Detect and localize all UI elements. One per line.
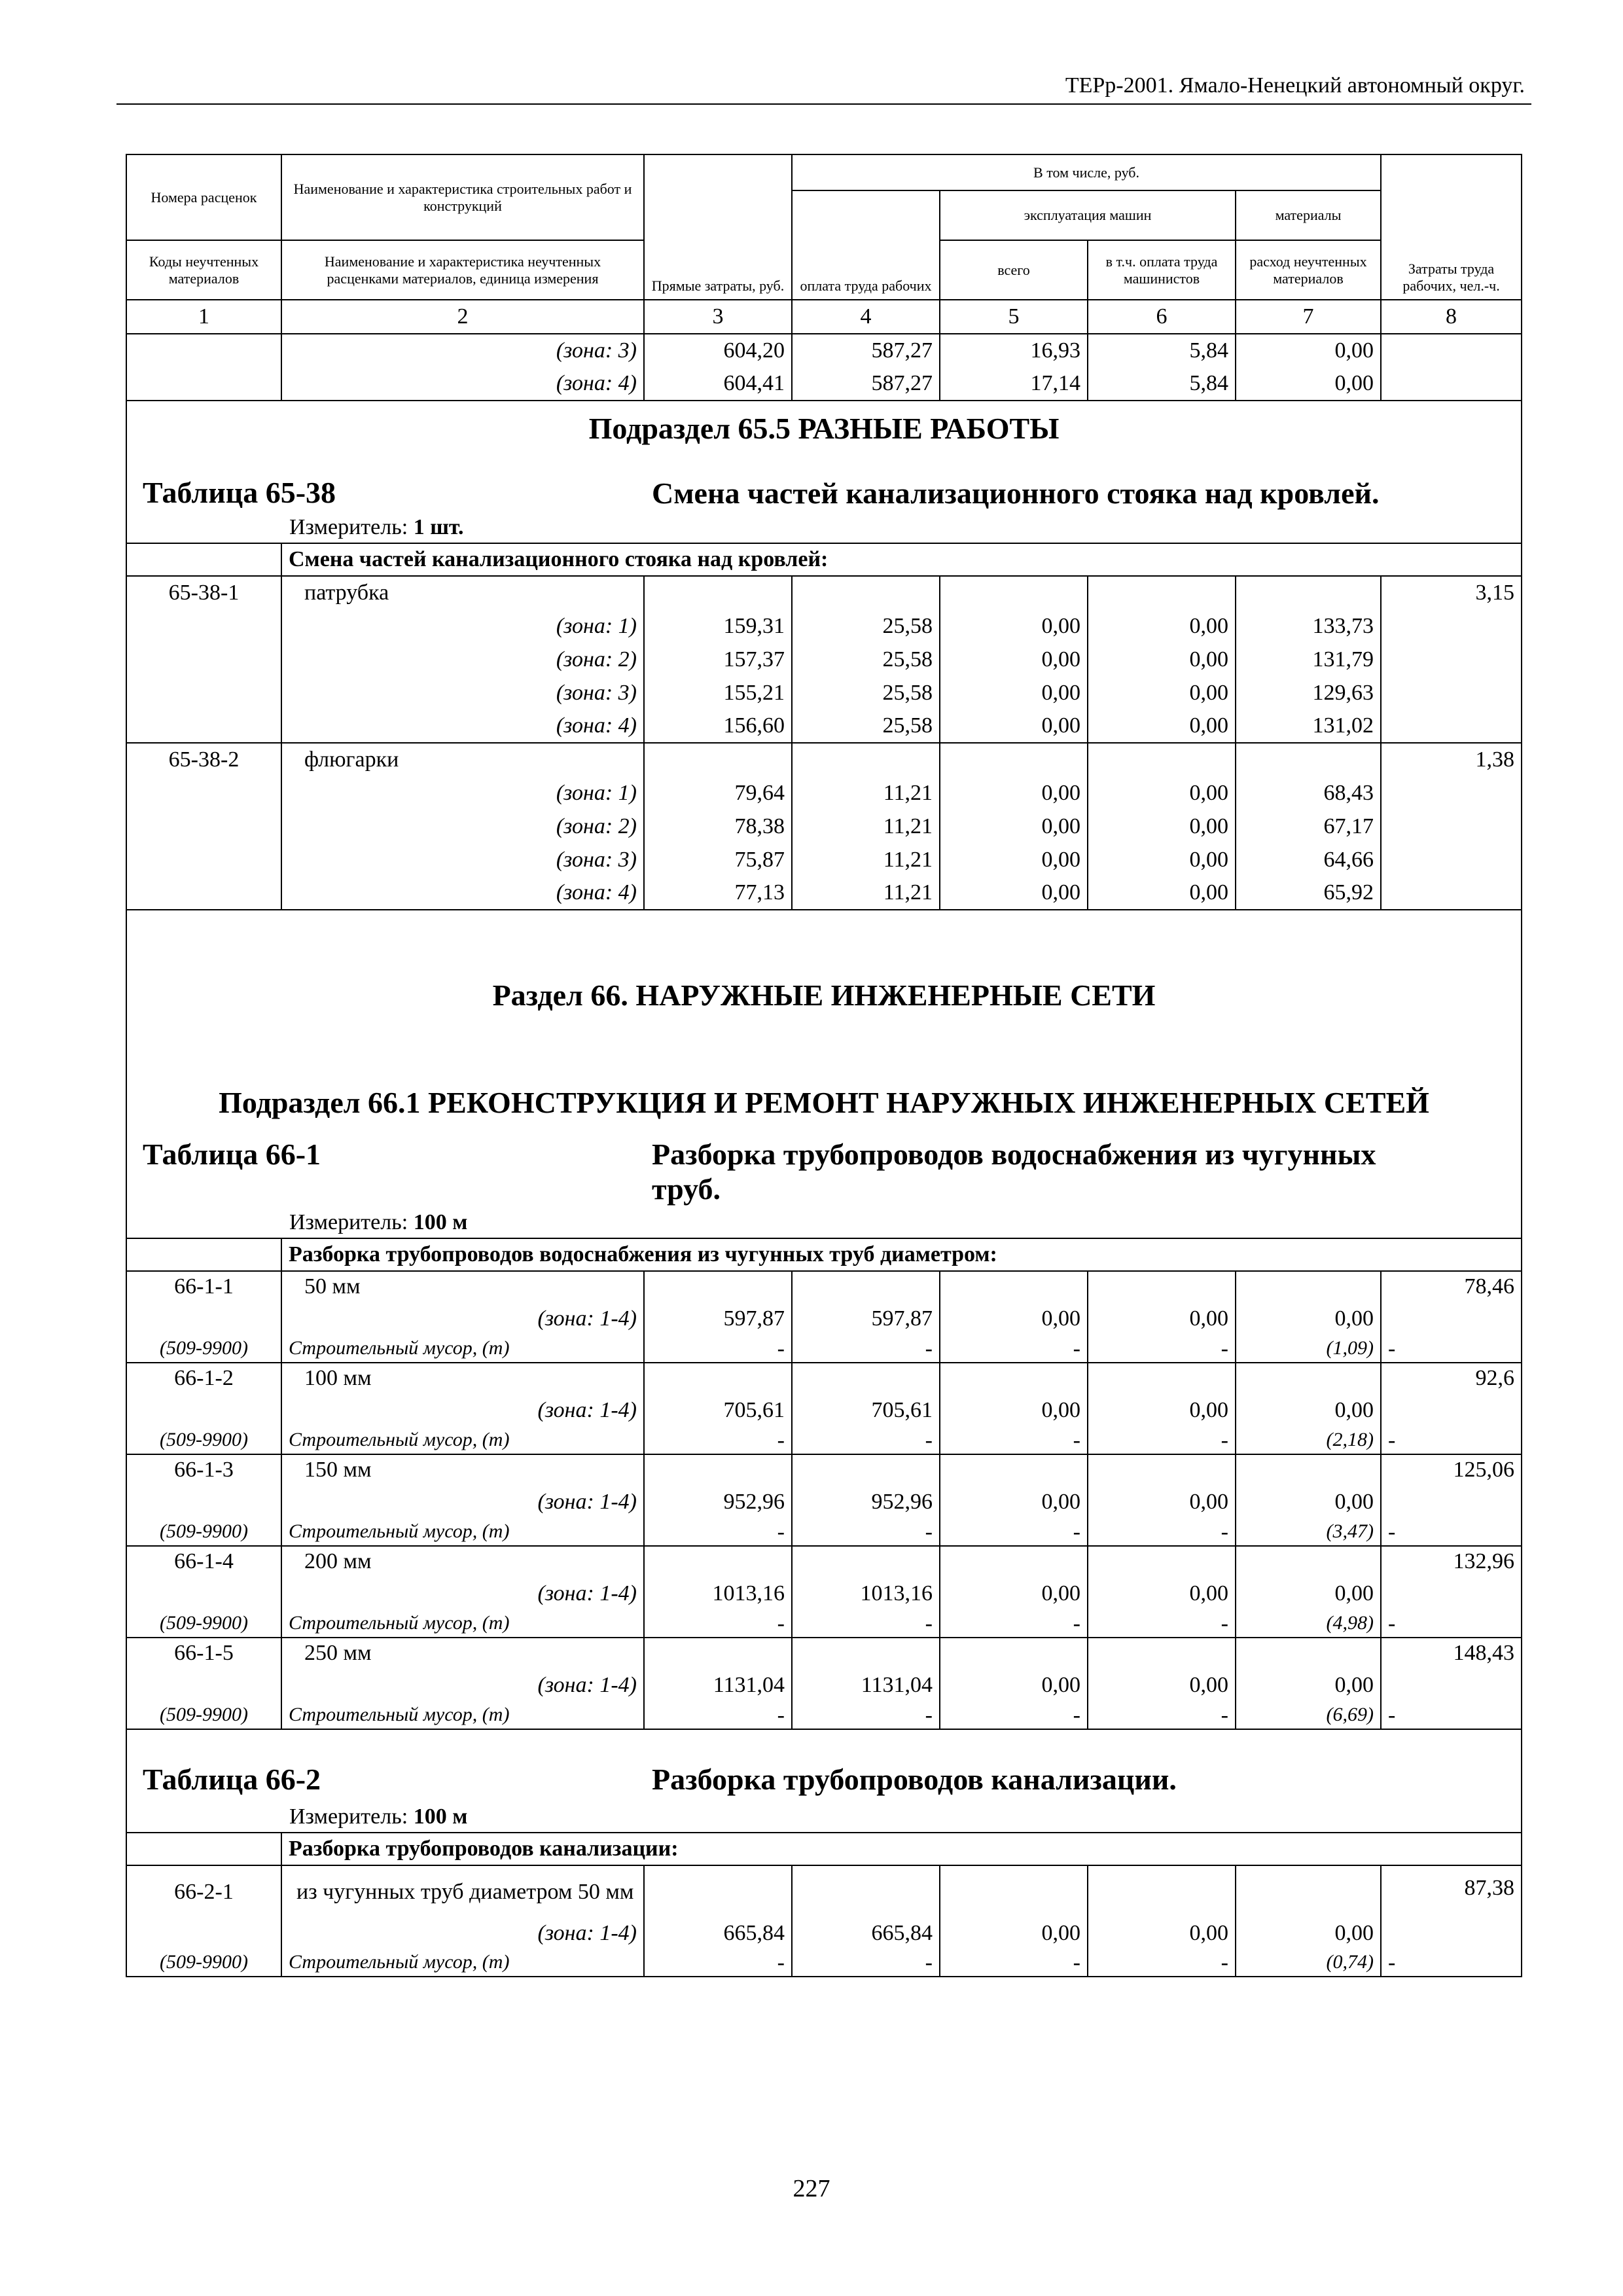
cell-labor-pay: 11,21 xyxy=(792,876,940,910)
labor-cost: 87,38 xyxy=(1381,1865,1522,1918)
dash-cell: - xyxy=(644,1427,792,1454)
cell-materials: 0,00 xyxy=(1236,1668,1381,1702)
cell-direct-cost: 1131,04 xyxy=(644,1668,792,1702)
rate-name: 250 мм xyxy=(281,1638,644,1668)
measure-label: Измеритель: xyxy=(289,1210,408,1234)
material-code: (509-9900) xyxy=(126,1335,281,1363)
dash-cell: - xyxy=(1088,1702,1236,1729)
dash-cell: - xyxy=(940,1949,1088,1977)
cell-machinists: 0,00 xyxy=(1088,609,1236,643)
page-number: 227 xyxy=(793,2175,830,2202)
cell-labor-pay: 665,84 xyxy=(792,1918,940,1949)
rate-name: из чугунных труб диаметром 50 мм xyxy=(281,1865,644,1918)
table-row xyxy=(126,776,1522,810)
rate-code: 66-2-1 xyxy=(126,1865,281,1918)
cell-machines: 0,00 xyxy=(940,676,1088,709)
table-row xyxy=(126,1363,1522,1393)
rate-name: патрубка xyxy=(281,576,644,609)
table-description: Смена частей канализационного стояка над кровлей. xyxy=(652,476,1380,511)
cell-direct-cost: 1013,16 xyxy=(644,1577,792,1610)
rate-code: 66-1-5 xyxy=(126,1638,281,1668)
cell-machines: 17,14 xyxy=(940,367,1088,401)
head-col4: оплата труда рабочих xyxy=(792,190,940,300)
rate-code: 65-38-2 xyxy=(126,743,281,776)
cell-machinists: 0,00 xyxy=(1088,643,1236,676)
table-row xyxy=(126,1577,1522,1610)
table-row xyxy=(126,676,1522,709)
zone-label: (зона: 1) xyxy=(281,609,644,643)
cell-machines: 0,00 xyxy=(940,609,1088,643)
head-num: 6 xyxy=(1088,300,1236,334)
table-65-38 xyxy=(126,401,1522,910)
dash-cell: - xyxy=(1088,1610,1236,1638)
rate-code: 65-38-1 xyxy=(126,576,281,609)
cell-labor-pay: 25,58 xyxy=(792,709,940,743)
cell-labor-pay: 11,21 xyxy=(792,810,940,843)
table-number: Таблица 66-1 xyxy=(143,1138,321,1171)
rate-code: 66-1-3 xyxy=(126,1454,281,1485)
cell-machines: 0,00 xyxy=(940,1485,1088,1518)
cell-machines: 0,00 xyxy=(940,876,1088,910)
cell-machinists: 0,00 xyxy=(1088,1485,1236,1518)
cell-machines: 0,00 xyxy=(940,776,1088,810)
cell-machinists: 5,84 xyxy=(1088,367,1236,401)
cell-labor-pay: 705,61 xyxy=(792,1393,940,1427)
table-title-row xyxy=(126,476,1522,512)
zone-label: (зона: 4) xyxy=(281,709,644,743)
cell-machinists: 0,00 xyxy=(1088,843,1236,876)
material-code: (509-9900) xyxy=(126,1949,281,1977)
cell-direct-cost: 159,31 xyxy=(644,609,792,643)
cell-direct-cost: 604,20 xyxy=(644,334,792,367)
material-name: Строительный мусор, (т) xyxy=(281,1702,644,1729)
zone-label: (зона: 2) xyxy=(281,643,644,676)
material-row xyxy=(126,1335,1522,1363)
dash-cell: - xyxy=(792,1335,940,1363)
labor-cost: 78,46 xyxy=(1381,1271,1522,1302)
dash-cell: - xyxy=(940,1518,1088,1546)
dash-cell: - xyxy=(940,1427,1088,1454)
table-row xyxy=(126,1668,1522,1702)
rate-name: 200 мм xyxy=(281,1546,644,1577)
rate-name: 100 мм xyxy=(281,1363,644,1393)
rate-code: 66-1-4 xyxy=(126,1546,281,1577)
cell-machines: 0,00 xyxy=(940,709,1088,743)
labor-cost: 148,43 xyxy=(1381,1638,1522,1668)
material-row xyxy=(126,1610,1522,1638)
dash-cell: - xyxy=(1381,1949,1522,1977)
subsection-title: Подраздел 66.1 РЕКОНСТРУКЦИЯ И РЕМОНТ НАРУЖНЫХ ИНЖЕНЕРНЫХ СЕТЕЙ xyxy=(126,1022,1522,1128)
zone-label: (зона: 2) xyxy=(281,810,644,843)
group-label: Разборка трубопроводов канализации: xyxy=(281,1833,1522,1865)
dash-cell: - xyxy=(1381,1518,1522,1546)
cell-materials: 0,00 xyxy=(1236,1485,1381,1518)
cell-materials: 0,00 xyxy=(1236,1918,1381,1949)
table-number: Таблица 66-2 xyxy=(143,1762,321,1796)
cell-materials: 65,92 xyxy=(1236,876,1381,910)
cell-machines: 0,00 xyxy=(940,843,1088,876)
cell-machinists: 0,00 xyxy=(1088,1668,1236,1702)
zone-label: (зона: 3) xyxy=(281,334,644,367)
cell-materials: 133,73 xyxy=(1236,609,1381,643)
table-head xyxy=(126,154,1522,334)
head-num: 1 xyxy=(126,300,281,334)
labor-cost: 3,15 xyxy=(1381,576,1522,609)
head-num: 5 xyxy=(940,300,1088,334)
measure-label: Измеритель: xyxy=(289,1804,408,1829)
dash-cell: - xyxy=(644,1610,792,1638)
material-qty: (3,47) xyxy=(1236,1518,1381,1546)
cell-materials: 131,02 xyxy=(1236,709,1381,743)
head-col1-bottom: Коды неучтенных материалов xyxy=(126,240,281,300)
table-row xyxy=(126,609,1522,643)
cell-direct-cost: 155,21 xyxy=(644,676,792,709)
table-row xyxy=(126,1485,1522,1518)
table-row xyxy=(126,334,1522,367)
labor-cost: 92,6 xyxy=(1381,1363,1522,1393)
table-66-2 xyxy=(126,1729,1522,1977)
dash-cell: - xyxy=(940,1610,1088,1638)
cell-labor-pay: 587,27 xyxy=(792,334,940,367)
cell-labor-pay: 1013,16 xyxy=(792,1577,940,1610)
labor-cost: 132,96 xyxy=(1381,1546,1522,1577)
page-header xyxy=(116,64,1531,105)
cell-labor-pay: 25,58 xyxy=(792,609,940,643)
material-row xyxy=(126,1702,1522,1729)
cell-labor-pay: 1131,04 xyxy=(792,1668,940,1702)
table-row xyxy=(126,843,1522,876)
table-row xyxy=(126,1393,1522,1427)
cell-materials: 0,00 xyxy=(1236,1302,1381,1335)
cell-direct-cost: 952,96 xyxy=(644,1485,792,1518)
dash-cell: - xyxy=(644,1335,792,1363)
table-row xyxy=(126,743,1522,776)
group-label: Смена частей канализационного стояка над кровлей: xyxy=(281,543,1522,576)
dash-cell: - xyxy=(1381,1335,1522,1363)
dash-cell: - xyxy=(1088,1949,1236,1977)
zone-label: (зона: 3) xyxy=(281,676,644,709)
head-col3: Прямые затраты, руб. xyxy=(644,154,792,300)
material-code: (509-9900) xyxy=(126,1610,281,1638)
dash-cell: - xyxy=(792,1702,940,1729)
cell-materials: 67,17 xyxy=(1236,810,1381,843)
material-qty: (4,98) xyxy=(1236,1610,1381,1638)
cell-machines: 0,00 xyxy=(940,1577,1088,1610)
subsection-title: Подраздел 65.5 РАЗНЫЕ РАБОТЫ xyxy=(126,401,1522,476)
cell-labor-pay: 587,27 xyxy=(792,367,940,401)
rate-name: 150 мм xyxy=(281,1454,644,1485)
head-materials: материалы xyxy=(1236,190,1381,240)
material-name: Строительный мусор, (т) xyxy=(281,1427,644,1454)
table-row xyxy=(126,810,1522,843)
material-qty: (0,74) xyxy=(1236,1949,1381,1977)
head-num: 2 xyxy=(281,300,644,334)
cell-machines: 0,00 xyxy=(940,1393,1088,1427)
cell-labor-pay: 11,21 xyxy=(792,776,940,810)
dash-cell: - xyxy=(1088,1427,1236,1454)
cell-direct-cost: 77,13 xyxy=(644,876,792,910)
material-name: Строительный мусор, (т) xyxy=(281,1335,644,1363)
cell-materials: 0,00 xyxy=(1236,1393,1381,1427)
cell-materials: 0,00 xyxy=(1236,334,1381,367)
material-qty: (6,69) xyxy=(1236,1702,1381,1729)
dash-cell: - xyxy=(940,1335,1088,1363)
cell-machines: 16,93 xyxy=(940,334,1088,367)
head-incl: В том числе, руб. xyxy=(792,154,1381,190)
zone-label: (зона: 4) xyxy=(281,876,644,910)
cell-materials: 0,00 xyxy=(1236,1577,1381,1610)
cell-direct-cost: 79,64 xyxy=(644,776,792,810)
table-row xyxy=(126,1918,1522,1949)
rate-name: 50 мм xyxy=(281,1271,644,1302)
head-num: 7 xyxy=(1236,300,1381,334)
cell-machines: 0,00 xyxy=(940,810,1088,843)
cell-direct-cost: 75,87 xyxy=(644,843,792,876)
table-row xyxy=(126,367,1522,401)
continued-rows xyxy=(126,334,1522,401)
rates-table xyxy=(126,154,1522,1977)
cell-machines: 0,00 xyxy=(940,1668,1088,1702)
group-label: Разборка трубопроводов водоснабжения из чугунных труб диаметром: xyxy=(281,1238,1522,1271)
table-66-1 xyxy=(126,910,1522,1729)
cell-machines: 0,00 xyxy=(940,1302,1088,1335)
measure-row xyxy=(126,1207,1522,1238)
head-machines: эксплуатация машин xyxy=(940,190,1236,240)
table-row xyxy=(126,643,1522,676)
head-num: 8 xyxy=(1381,300,1522,334)
dash-cell: - xyxy=(1381,1610,1522,1638)
cell-machinists: 0,00 xyxy=(1088,776,1236,810)
head-col7: расход неучтенных материалов xyxy=(1236,240,1381,300)
zone-label: (зона: 1-4) xyxy=(281,1668,644,1702)
section-title: Раздел 66. НАРУЖНЫЕ ИНЖЕНЕРНЫЕ СЕТИ xyxy=(126,910,1522,1022)
cell-direct-cost: 78,38 xyxy=(644,810,792,843)
material-row xyxy=(126,1427,1522,1454)
table-description: Разборка трубопроводов канализации. xyxy=(652,1762,1177,1796)
head-num: 3 xyxy=(644,300,792,334)
head-col8: Затраты труда рабочих, чел.-ч. xyxy=(1381,154,1522,300)
material-code: (509-9900) xyxy=(126,1702,281,1729)
zone-label: (зона: 4) xyxy=(281,367,644,401)
zone-label: (зона: 1-4) xyxy=(281,1393,644,1427)
cell-labor-pay: 597,87 xyxy=(792,1302,940,1335)
table-description: Разборка трубопроводов водоснабжения из чугунных труб. xyxy=(652,1138,1376,1206)
cell-direct-cost: 665,84 xyxy=(644,1918,792,1949)
zone-label: (зона: 3) xyxy=(281,843,644,876)
cell-machinists: 0,00 xyxy=(1088,676,1236,709)
table-number: Таблица 65-38 xyxy=(143,476,336,509)
measure-value: 1 шт. xyxy=(413,514,464,539)
cell-materials: 131,79 xyxy=(1236,643,1381,676)
material-name: Строительный мусор, (т) xyxy=(281,1610,644,1638)
dash-cell: - xyxy=(792,1949,940,1977)
cell-labor-pay: 11,21 xyxy=(792,843,940,876)
head-col5: всего xyxy=(940,240,1088,300)
measure-row xyxy=(126,512,1522,543)
zone-label: (зона: 1-4) xyxy=(281,1302,644,1335)
head-col6: в т.ч. оплата труда машинистов xyxy=(1088,240,1236,300)
measure-value: 100 м xyxy=(413,1804,468,1829)
material-row xyxy=(126,1949,1522,1977)
cell-direct-cost: 157,37 xyxy=(644,643,792,676)
table-row xyxy=(126,1302,1522,1335)
dash-cell: - xyxy=(1088,1518,1236,1546)
zone-label: (зона: 1-4) xyxy=(281,1577,644,1610)
header-title: ТЕРр-2001. Ямало-Ненецкий автономный округ. xyxy=(1065,73,1525,98)
cell-labor-pay: 952,96 xyxy=(792,1485,940,1518)
cell-machinists: 0,00 xyxy=(1088,1393,1236,1427)
cell-machines: 0,00 xyxy=(940,1918,1088,1949)
cell-machines: 0,00 xyxy=(940,643,1088,676)
head-col2-top: Наименование и характеристика строительных работ и конструкций xyxy=(281,154,644,240)
material-row xyxy=(126,1518,1522,1546)
cell-direct-cost: 705,61 xyxy=(644,1393,792,1427)
table-row xyxy=(126,1865,1522,1918)
cell-machinists: 5,84 xyxy=(1088,334,1236,367)
cell-materials: 129,63 xyxy=(1236,676,1381,709)
dash-cell: - xyxy=(1088,1335,1236,1363)
table-row xyxy=(126,576,1522,609)
table-row xyxy=(126,1454,1522,1485)
cell-machinists: 0,00 xyxy=(1088,1918,1236,1949)
cell-machinists: 0,00 xyxy=(1088,876,1236,910)
table-row xyxy=(126,709,1522,743)
material-qty: (2,18) xyxy=(1236,1427,1381,1454)
cell-machinists: 0,00 xyxy=(1088,810,1236,843)
measure-value: 100 м xyxy=(413,1210,468,1234)
table-title-row xyxy=(126,1729,1522,1801)
dash-cell: - xyxy=(940,1702,1088,1729)
dash-cell: - xyxy=(1381,1702,1522,1729)
zone-label: (зона: 1-4) xyxy=(281,1918,644,1949)
cell-machinists: 0,00 xyxy=(1088,1577,1236,1610)
dash-cell: - xyxy=(644,1702,792,1729)
cell-materials: 0,00 xyxy=(1236,367,1381,401)
head-col2-bottom: Наименование и характеристика неучтенных расценками материалов, единица измерения xyxy=(281,240,644,300)
material-code: (509-9900) xyxy=(126,1427,281,1454)
measure-row xyxy=(126,1801,1522,1833)
cell-labor-pay: 25,58 xyxy=(792,676,940,709)
cell-direct-cost: 156,60 xyxy=(644,709,792,743)
labor-cost: 125,06 xyxy=(1381,1454,1522,1485)
table-row xyxy=(126,1638,1522,1668)
rate-name: флюгарки xyxy=(281,743,644,776)
cell-machinists: 0,00 xyxy=(1088,709,1236,743)
table-title-row xyxy=(126,1128,1522,1207)
measure-label: Измеритель: xyxy=(289,514,408,539)
dash-cell: - xyxy=(644,1518,792,1546)
cell-direct-cost: 604,41 xyxy=(644,367,792,401)
table-row xyxy=(126,1546,1522,1577)
material-code: (509-9900) xyxy=(126,1518,281,1546)
dash-cell: - xyxy=(792,1427,940,1454)
material-qty: (1,09) xyxy=(1236,1335,1381,1363)
zone-label: (зона: 1-4) xyxy=(281,1485,644,1518)
labor-cost: 1,38 xyxy=(1381,743,1522,776)
material-name: Строительный мусор, (т) xyxy=(281,1518,644,1546)
table-row xyxy=(126,876,1522,910)
rate-code: 66-1-2 xyxy=(126,1363,281,1393)
head-col1-top: Номера расценок xyxy=(126,154,281,240)
dash-cell: - xyxy=(792,1518,940,1546)
dash-cell: - xyxy=(644,1949,792,1977)
cell-direct-cost: 597,87 xyxy=(644,1302,792,1335)
zone-label: (зона: 1) xyxy=(281,776,644,810)
table-row xyxy=(126,1271,1522,1302)
cell-machinists: 0,00 xyxy=(1088,1302,1236,1335)
cell-materials: 64,66 xyxy=(1236,843,1381,876)
dash-cell: - xyxy=(1381,1427,1522,1454)
rate-code: 66-1-1 xyxy=(126,1271,281,1302)
material-name: Строительный мусор, (т) xyxy=(281,1949,644,1977)
cell-labor-pay: 25,58 xyxy=(792,643,940,676)
cell-materials: 68,43 xyxy=(1236,776,1381,810)
head-num: 4 xyxy=(792,300,940,334)
dash-cell: - xyxy=(792,1610,940,1638)
